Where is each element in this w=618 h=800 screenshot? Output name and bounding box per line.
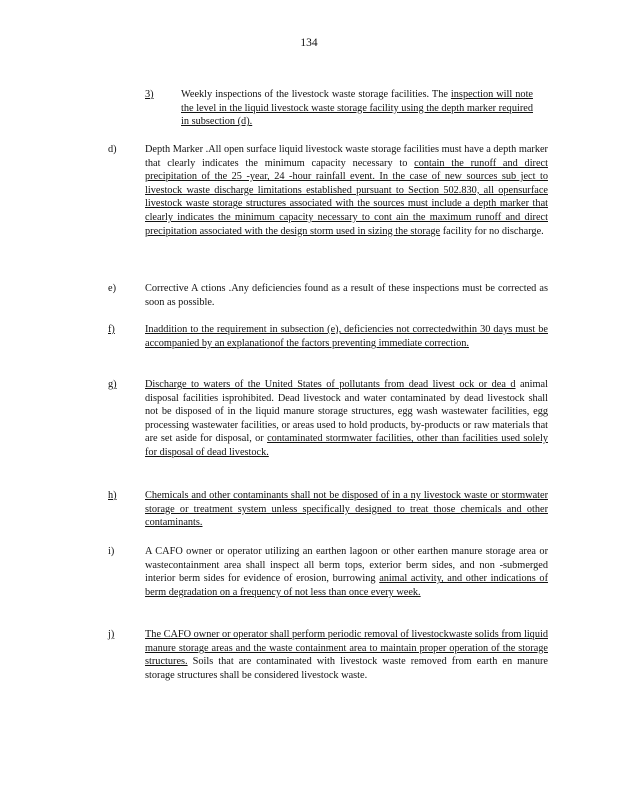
- item-label: f): [108, 324, 115, 335]
- list-item: [145, 88, 585, 129]
- text-segment: A CAFO owner or operator utilizing an earthen lagoon or other earthen manure storage area or wastecontainment area shall inspect all berm tops, exterior berm sides, and non -submerged interior berm sides for evidence of erosion, burrowing: [145, 546, 548, 585]
- text-segment: Discharge to waters of the United States of pollutants from dead livest ock or dea d: [145, 379, 516, 390]
- text-segment: The CAFO owner or operator shall perform periodic removal of livestockwaste solids from liquid manure storage areas and the waste containment area to maintain proper operation of the storage structures.: [145, 629, 548, 668]
- list-item: [108, 545, 548, 599]
- text-segment: contain the runoff and direct precipitation of the 25 -year, 24 -hour rainfall event. In the case of new sources sub ject to livestock waste discharge limitations established pursuant to Section 502.830, all opensurface livestock waste storage structures associated with the sources must include a depth marker that clearly indicates the minimum capacity necessary to cont ain the maximum runoff and direct precipitation associated with the design storm used in sizing the storage: [145, 157, 548, 237]
- item-text: [145, 489, 548, 530]
- page-number: 134: [300, 37, 318, 49]
- item-text: [145, 323, 548, 350]
- item-label: g): [108, 379, 117, 390]
- text-segment: Weekly inspections of the livestock waste storage facilities. The: [181, 89, 451, 100]
- item-label: e): [108, 283, 116, 294]
- item-label: i): [108, 546, 115, 557]
- text-segment: inspection will note the level in the liquid livestock waste storage facility: [181, 89, 533, 114]
- text-segment: animal activity, and other indications of berm degradation on a frequency of not less than once every week.: [145, 573, 549, 598]
- item-text: [145, 378, 548, 460]
- item-text: [145, 143, 548, 238]
- list-item: [108, 628, 548, 682]
- item-text: [145, 282, 548, 309]
- text-segment: contaminated stormwater facilities, other than facilities used solely for disposal of dead livestock.: [145, 433, 548, 458]
- item-text: [145, 545, 548, 599]
- item-label: h): [108, 490, 117, 501]
- list-item: [108, 489, 548, 530]
- text-segment: Depth Marker .All open surface liquid livestock waste storage facilities must have a depth marker that clearly indicates the minimum capacity necessary to: [145, 144, 548, 169]
- item-label: d): [108, 144, 117, 155]
- item-text: [181, 88, 533, 129]
- item-label: 3): [145, 89, 154, 100]
- list-item: [108, 282, 548, 309]
- text-segment: using the depth marker required in subsection (d).: [181, 102, 533, 128]
- text-segment: Inaddition to the requirement in subsection (e), deficiencies not correctedwithin 30 days must be accompanied by an explanationof the factors preventing immediate correction.: [145, 324, 548, 349]
- text-segment: Corrective A ctions .Any deficiencies found as a result of these inspections must be corrected as soon as possible.: [145, 283, 548, 308]
- list-item: [108, 323, 548, 350]
- text-segment: Soils that are contaminated with livestock waste removed from earth en manure storage structures shall be considered livestock waste.: [145, 656, 548, 681]
- item-label: j): [108, 629, 115, 640]
- text-segment: facility for no discharge.: [440, 225, 544, 237]
- list-item: [108, 378, 548, 460]
- item-text: [145, 628, 548, 682]
- text-segment: animal disposal facilities isprohibited. Dead livestock and water contaminated by dead livestock shall not be disposed of in the liquid manure storage structures, egg wash wastewater facilities, egg processing wastewater facilities, or areas used to hold products, by-products or raw materials that are set aside for disposal, or: [145, 379, 548, 445]
- text-segment: Chemicals and other contaminants shall not be disposed of in a ny livestock waste or stormwater storage or treatment system unless specifically designed to treat those chemicals and other contaminants.: [145, 490, 548, 529]
- list-item: [108, 143, 548, 238]
